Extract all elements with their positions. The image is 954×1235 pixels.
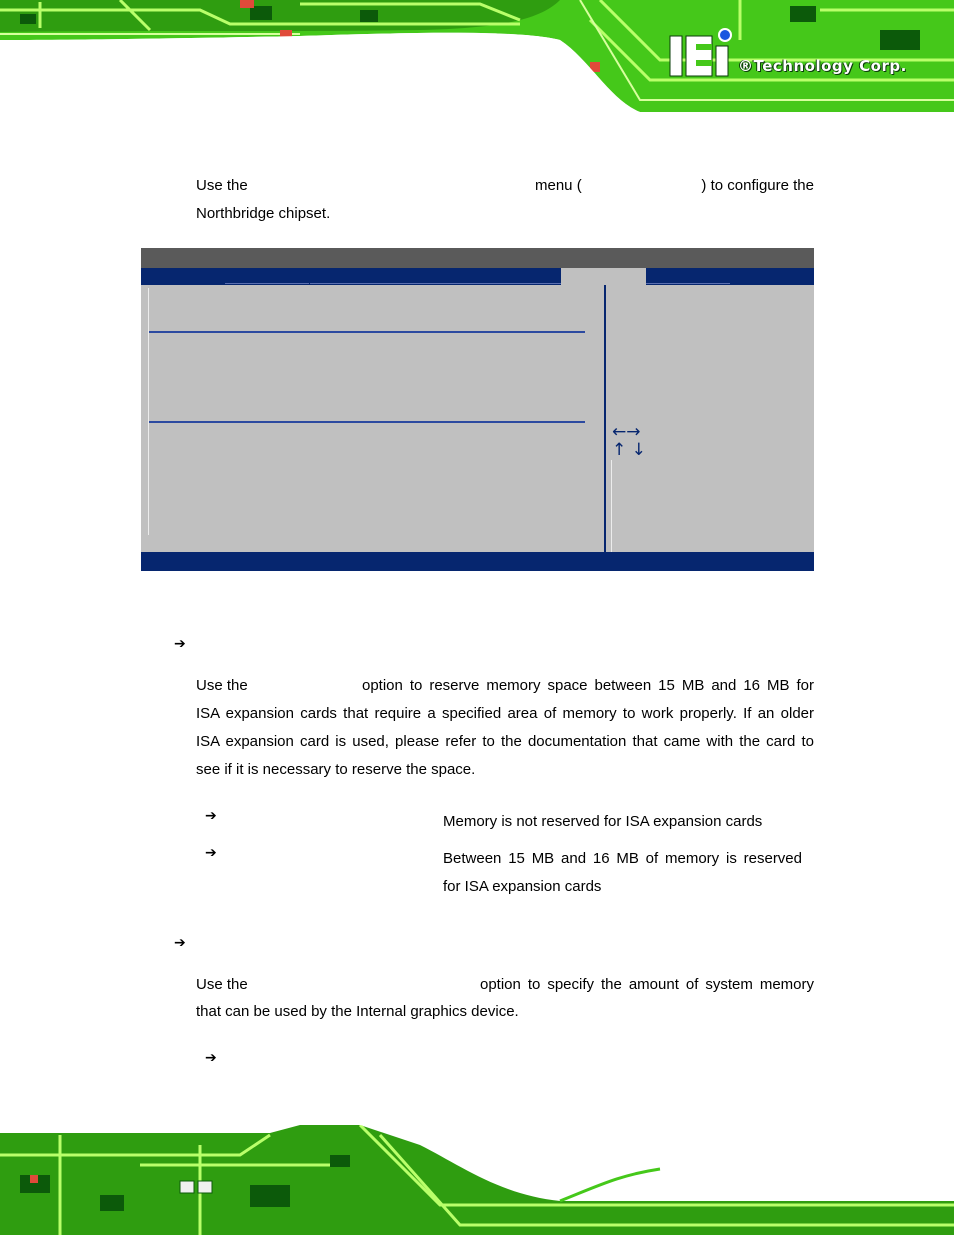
bios-menu-bar <box>141 268 814 285</box>
bios-tab-3[interactable] <box>394 268 478 285</box>
memory-hole-line-4: see if it is necessary to reserve the space. <box>196 761 476 778</box>
header-circuit-banner <box>0 0 954 112</box>
option-bullet-arrow-icon: ➔ <box>205 845 217 861</box>
iei-logo-icon <box>668 26 738 78</box>
bios-divider-2 <box>149 421 585 423</box>
bios-tab-6[interactable] <box>646 268 730 285</box>
section-bullet-arrow-icon: ➔ <box>174 636 186 652</box>
option-enabled-description-2: for ISA expansion cards <box>443 878 602 895</box>
bios-content-area <box>141 285 814 552</box>
memory-hole-use-the: Use the <box>196 677 248 694</box>
bios-tab-chipset-active[interactable] <box>561 268 646 285</box>
bios-divider-1 <box>149 331 585 333</box>
up-down-arrow-icon: ↑ ↓ <box>612 440 646 460</box>
left-right-arrow-icon: ←→ <box>612 422 641 442</box>
graphics-use-the: Use the <box>196 976 248 993</box>
graphics-line-1: option to specify the amount of system memory <box>480 976 814 993</box>
bios-tab-2[interactable] <box>310 268 394 285</box>
intro-line-2: Northbridge chipset. <box>196 205 331 222</box>
option-disabled-description: Memory is not reserved for ISA expansion cards <box>443 813 763 830</box>
footer-circuit-banner <box>0 1125 954 1235</box>
intro-use-the: Use the <box>196 177 248 194</box>
bios-screen <box>141 248 814 571</box>
option-bullet-arrow-icon: ➔ <box>205 1050 217 1066</box>
option-enabled-description-1: Between 15 MB and 16 MB of memory is reserved <box>443 850 802 867</box>
bios-tab-4[interactable] <box>478 268 561 285</box>
section-bullet-arrow-icon: ➔ <box>174 935 186 951</box>
bios-left-border <box>148 288 149 535</box>
bios-title-bar <box>141 248 814 268</box>
bios-panel-separator <box>604 285 606 552</box>
option-bullet-arrow-icon: ➔ <box>205 808 217 824</box>
graphics-line-2: that can be used by the Internal graphics device. <box>196 1003 519 1020</box>
intro-to-configure: ) to configure the <box>701 177 814 194</box>
intro-menu-open: menu ( <box>535 177 582 194</box>
bios-tab-1[interactable] <box>225 268 309 285</box>
brand-wordmark: ®Technology Corp. <box>738 57 907 75</box>
memory-hole-line-2: ISA expansion cards that require a specified area of memory to work properly. If an older <box>196 705 814 722</box>
bios-status-bar <box>141 552 814 571</box>
memory-hole-line-3: ISA expansion card is used, please refer to the documentation that came with the card to <box>196 733 814 750</box>
bios-help-border <box>611 460 612 552</box>
memory-hole-line-1: option to reserve memory space between 15 MB and 16 MB for <box>362 677 814 694</box>
